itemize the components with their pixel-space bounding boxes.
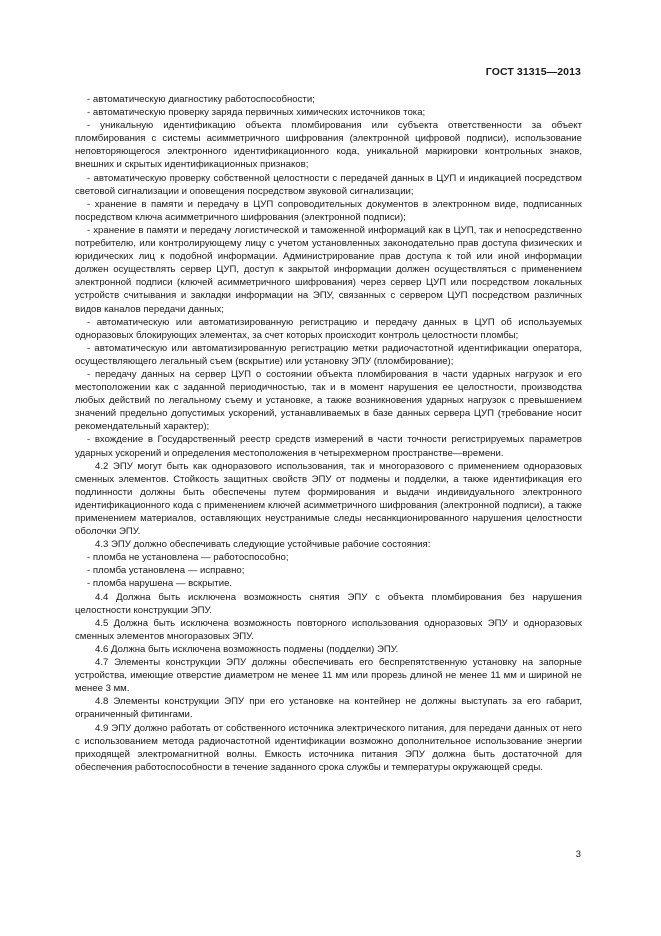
list-item: - пломба установлена — исправно; [87,565,245,577]
standard-id: ГОСТ 31315—2013 [485,66,581,78]
clause-paragraph: 4.7 Элементы конструкции ЭПУ должны обеспечивать его беспрепятственную установку на запорные устройства, имеющие отверстие диаметром не менее 11 мм или прорезь длиной не менее 11 мм и шириной не менее 3 мм. [75,657,582,695]
list-item: - автоматическую проверку заряда первичных химических источников тока; [87,107,426,119]
clause-paragraph: 4.9 ЭПУ должно работать от собственного источника электрического питания, для передачи данных от него с использованием метода радиочастотной идентификации возможно дополнительное использование энергии приходящей электромагнитной волны. Емкость источника питания ЭПУ должна быть достаточной для обеспечения работоспособности в течение заданного срока службы и температуры окружающей среды. [75,722,582,773]
clause-paragraph: 4.2 ЭПУ могут быть как одноразового использования, так и многоразового с применением одноразовых сменных элементов. Стойкость защитных свойств ЭПУ от подмены и подделки, а также идентификация его подлинности должны быть обеспечены путем формирования и выдачи индивидуального электронного идентификационного кода с применением ключей асимметричного шифрования (электронной подписи), а также применением материалов, оставляющих неустранимые следы несанкционированного нарушения целостности оболочки ЭПУ. [75,460,582,538]
body-text [75,93,582,774]
list-item: - автоматическую диагностику работоспособности; [87,94,315,105]
list-item: - пломба не установлена — работоспособно; [87,552,289,564]
list-item: - автоматическую проверку собственной целостности с передачей данных в ЦУП и индикацией посредством световой сигнализации и оповещения посредством звуковой сигнализации; [75,172,582,197]
list-item: - передачу данных на сервер ЦУП о состоянии объекта пломбирования в части ударных нагрузок и его местоположении как с заданной периодичностью, так и в момент нарушения ее целостности, производства любых действий по легальному съему и установке, а также возникновения ударных нагрузок с превышением значений предельно допустимых ускорений, устанавливаемых в базе данных сервера ЦУП (требование носит рекомендательный характер); [75,368,582,433]
list-item: - пломба нарушена — вскрытие. [87,578,233,590]
list-item: - хранение в памяти и передачу в ЦУП сопроводительных документов в электронном виде, подписанных посредством ключа асимметричного шифрования (электронной подписи); [75,198,582,223]
page-number: 3 [575,849,581,860]
list-item: - вхождение в Государственный реестр средств измерений в части точности регистрируемых параметров ударных ускорений и определения местоположения в четырехмерном пространстве—времени. [75,434,582,459]
list-item: - автоматическую или автоматизированную регистрацию метки радиочастотной идентификации оператора, осуществляющего легальный съем (вскрытие) или установку ЭПУ (пломбирование); [75,342,582,367]
clause-paragraph: 4.3 ЭПУ должно обеспечивать следующие устойчивые рабочие состояния: [95,539,431,551]
clause-paragraph: 4.8 Элементы конструкции ЭПУ при его установке на контейнер не должны выступать за его габарит, ограниченный фитингами. [75,696,582,721]
list-item: - автоматическую или автоматизированную регистрацию и передачу данных в ЦУП об используемых одноразовых блокирующих элементах, за счет которых происходит контроль целостности пломбы; [75,316,582,341]
list-item: - хранение в памяти и передачу логистической и таможенной информаций как в ЦУП, так и непосредственно потребителю, или контролирующему лицу с учетом установленных законодательно прав доступа физических и юридических лиц к подобной информации. Администрирование прав доступа к той или иной информации должен осуществлять сервер ЦУП, доступ к закрытой информации должен осуществляться с применением электронной подписи (ключей асимметричного шифрования) через сервер ЦУП или посредством локальных устройств считывания и закладки информации на ЭПУ, связанных с сервером ЦУП посредством различных видов каналов передачи данных; [75,224,582,315]
list-item: - уникальную идентификацию объекта пломбирования или субъекта ответственности за объект пломбирования с системы асимметричного шифрования (электронной цифровой подписи), использование неповторяющегося электронного идентификационного кода, уникальной маркировки контрольных знаков, внешних и скрытых идентификационных признаков; [75,120,582,171]
clause-paragraph: 4.5 Должна быть исключена возможность повторного использования одноразовых ЭПУ и одноразовых сменных элементов многоразовых ЭПУ. [75,617,582,642]
clause-paragraph: 4.6 Должна быть исключена возможность подмены (подделки) ЭПУ. [95,643,399,655]
clause-paragraph: 4.4 Должна быть исключена возможность снятия ЭПУ с объекта пломбирования без нарушения целостности конструкции ЭПУ. [75,591,582,616]
